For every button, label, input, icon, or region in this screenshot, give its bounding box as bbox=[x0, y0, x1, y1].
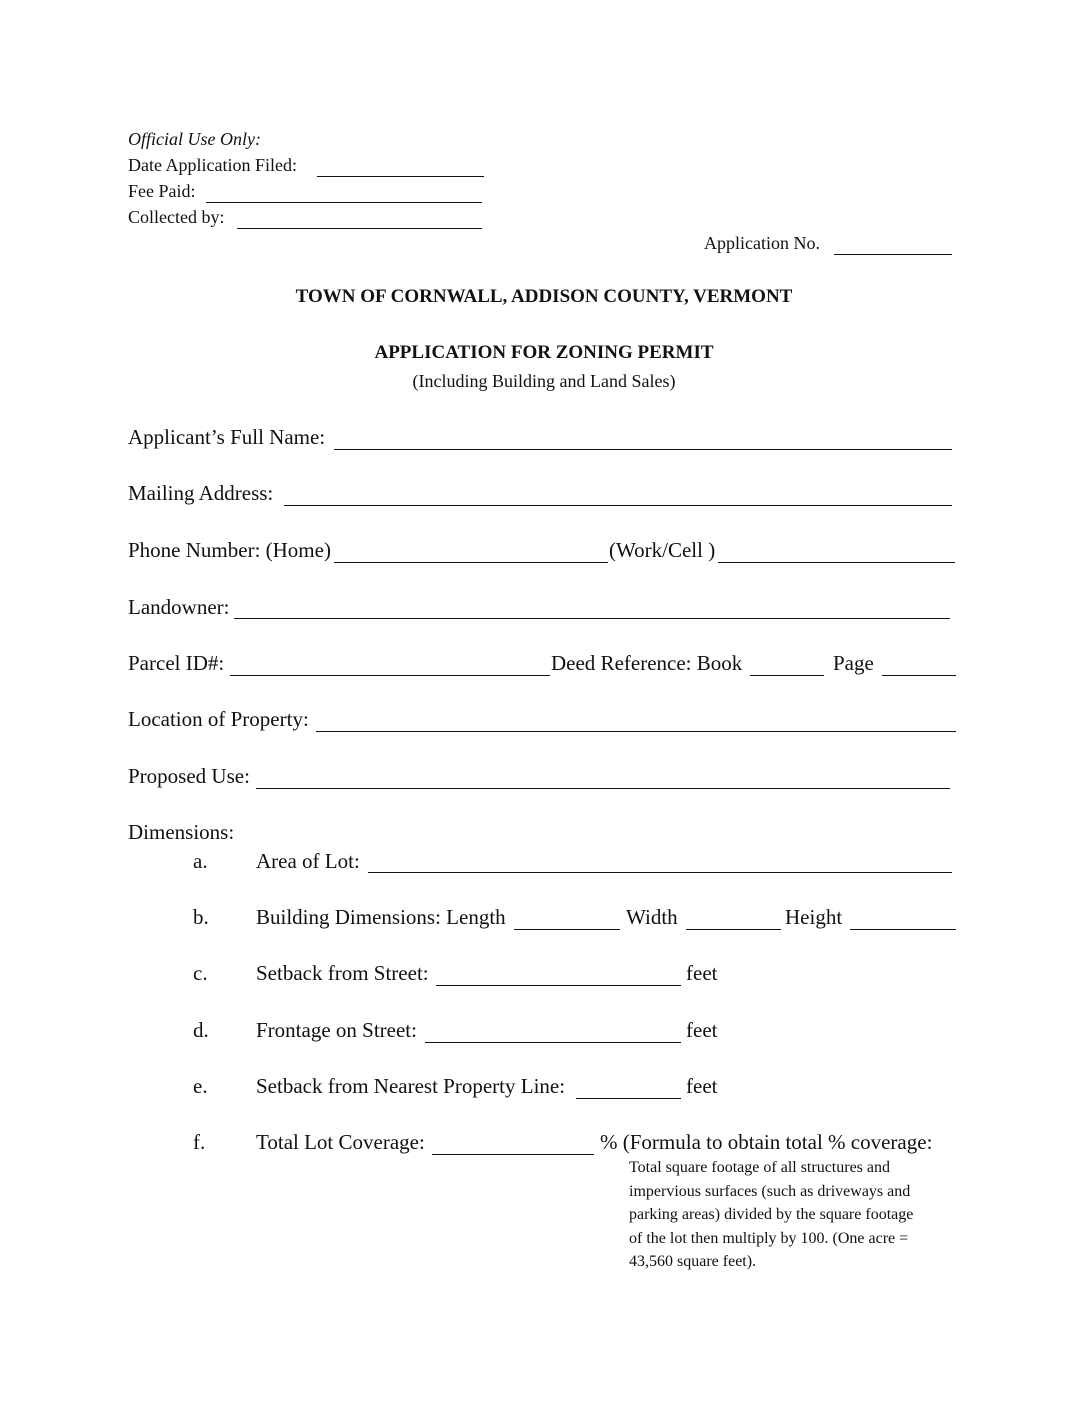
lot-coverage-suffix: % (Formula to obtain total % coverage: bbox=[600, 1130, 933, 1154]
building-length-field[interactable] bbox=[514, 929, 620, 930]
application-no-label: Application No. bbox=[704, 233, 820, 253]
frontage-street-field[interactable] bbox=[425, 1042, 681, 1043]
building-width-field[interactable] bbox=[686, 929, 781, 930]
collected-by-field[interactable] bbox=[237, 228, 482, 229]
official-use-heading: Official Use Only: bbox=[128, 129, 261, 149]
mailing-address-field[interactable] bbox=[284, 505, 952, 506]
application-no-field[interactable] bbox=[834, 254, 952, 255]
phone-home-label: Phone Number: (Home) bbox=[128, 538, 331, 562]
parcel-id-label: Parcel ID#: bbox=[128, 651, 225, 675]
setback-street-field[interactable] bbox=[436, 985, 681, 986]
item-b-letter: b. bbox=[193, 905, 209, 929]
coverage-note-line: Total square footage of all structures and bbox=[629, 1159, 891, 1176]
area-of-lot-field[interactable] bbox=[368, 872, 952, 873]
date-filed-field[interactable] bbox=[317, 176, 484, 177]
landowner-field[interactable] bbox=[234, 618, 950, 619]
building-length-label: Building Dimensions: Length bbox=[256, 905, 506, 929]
item-a-letter: a. bbox=[193, 849, 208, 873]
phone-home-field[interactable] bbox=[334, 562, 608, 563]
location-label: Location of Property: bbox=[128, 707, 309, 731]
item-e-letter: e. bbox=[193, 1074, 208, 1098]
dimensions-heading: Dimensions: bbox=[128, 820, 235, 844]
building-height-field[interactable] bbox=[850, 929, 956, 930]
phone-work-label: (Work/Cell ) bbox=[609, 538, 716, 562]
frontage-street-label: Frontage on Street: bbox=[256, 1018, 417, 1042]
setback-property-line-field[interactable] bbox=[576, 1098, 681, 1099]
item-f-letter: f. bbox=[193, 1130, 206, 1154]
location-field[interactable] bbox=[316, 731, 956, 732]
deed-page-label: Page bbox=[833, 651, 874, 675]
fee-paid-field[interactable] bbox=[206, 202, 482, 203]
coverage-note-line: of the lot then multiply by 100. (One acre = bbox=[629, 1230, 909, 1247]
applicant-name-label: Applicant’s Full Name: bbox=[128, 425, 326, 449]
landowner-label: Landowner: bbox=[128, 595, 230, 619]
lot-coverage-field[interactable] bbox=[432, 1154, 594, 1155]
proposed-use-label: Proposed Use: bbox=[128, 764, 250, 788]
coverage-note-line: 43,560 square feet). bbox=[629, 1253, 757, 1270]
collected-by-label: Collected by: bbox=[128, 207, 225, 227]
building-width-label: Width bbox=[626, 905, 678, 929]
setback-property-line-unit: feet bbox=[686, 1074, 718, 1098]
deed-page-field[interactable] bbox=[882, 675, 956, 676]
document-subtitle: APPLICATION FOR ZONING PERMIT bbox=[374, 342, 714, 363]
applicant-name-field[interactable] bbox=[334, 449, 952, 450]
setback-property-line-label: Setback from Nearest Property Line: bbox=[256, 1074, 566, 1098]
area-of-lot-label: Area of Lot: bbox=[256, 849, 360, 873]
parcel-id-field[interactable] bbox=[230, 675, 550, 676]
date-filed-label: Date Application Filed: bbox=[128, 155, 297, 175]
deed-book-field[interactable] bbox=[750, 675, 824, 676]
item-c-letter: c. bbox=[193, 961, 208, 985]
setback-street-label: Setback from Street: bbox=[256, 961, 429, 985]
building-height-label: Height bbox=[785, 905, 843, 929]
document-title: TOWN OF CORNWALL, ADDISON COUNTY, VERMONT bbox=[295, 286, 793, 307]
phone-work-field[interactable] bbox=[718, 562, 955, 563]
setback-street-unit: feet bbox=[686, 961, 718, 985]
document-subtitle-note: (Including Building and Land Sales) bbox=[412, 371, 676, 391]
mailing-address-label: Mailing Address: bbox=[128, 481, 274, 505]
fee-paid-label: Fee Paid: bbox=[128, 181, 196, 201]
coverage-note-line: parking areas) divided by the square footage bbox=[629, 1206, 914, 1223]
frontage-street-unit: feet bbox=[686, 1018, 718, 1042]
coverage-note-line: impervious surfaces (such as driveways and bbox=[629, 1183, 911, 1200]
item-d-letter: d. bbox=[193, 1018, 209, 1042]
lot-coverage-label: Total Lot Coverage: bbox=[256, 1130, 425, 1154]
proposed-use-field[interactable] bbox=[256, 788, 950, 789]
deed-book-label: Deed Reference: Book bbox=[551, 651, 743, 675]
